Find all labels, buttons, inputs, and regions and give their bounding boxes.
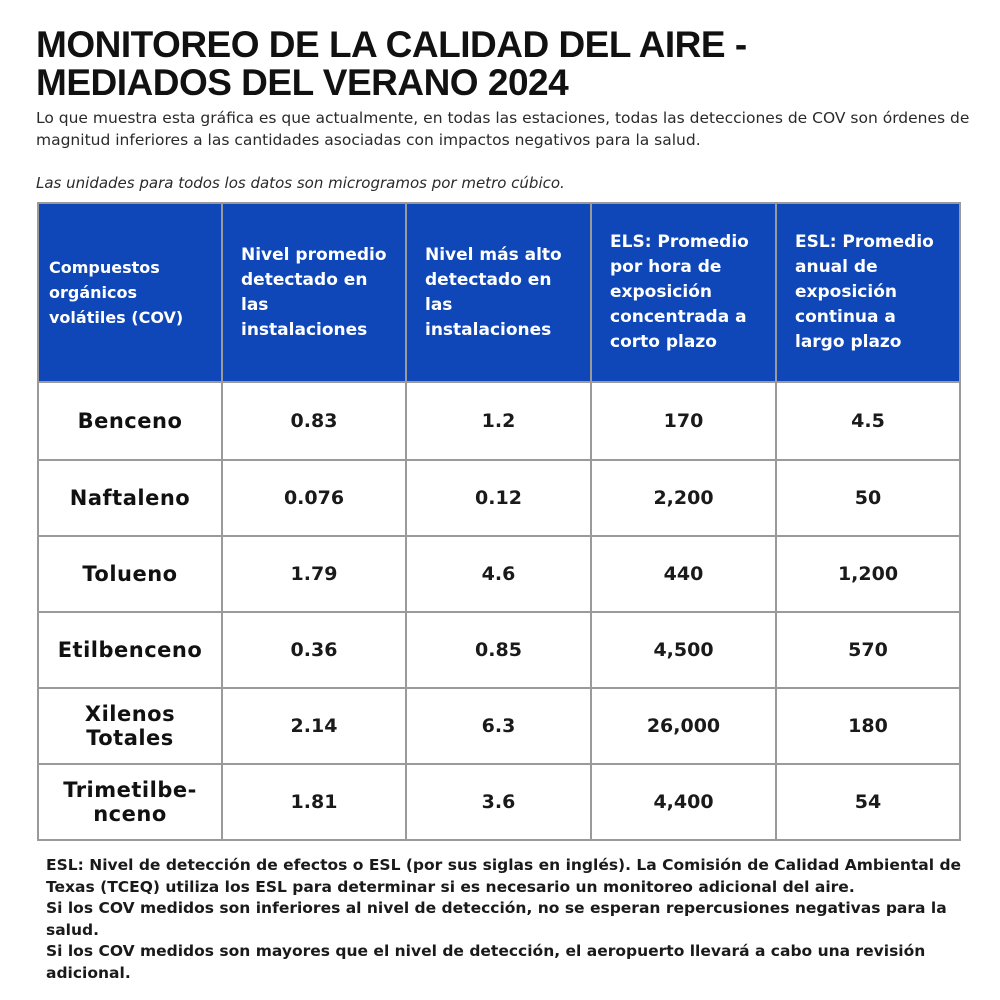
esl-cell: 180 bbox=[776, 688, 960, 764]
avg-level-cell: 0.83 bbox=[222, 382, 406, 460]
compound-name: Xilenos Totales bbox=[38, 688, 222, 764]
table-row bbox=[38, 536, 960, 612]
avg-level-cell: 1.79 bbox=[222, 536, 406, 612]
table-header-row bbox=[38, 203, 960, 382]
avg-level-cell: 1.81 bbox=[222, 764, 406, 840]
avg-level-cell: 0.36 bbox=[222, 612, 406, 688]
max-level-cell: 0.12 bbox=[406, 460, 591, 536]
header-avg-level: Nivel promedio detectado en las instalaciones bbox=[222, 203, 406, 382]
els-cell: 2,200 bbox=[591, 460, 776, 536]
els-cell: 170 bbox=[591, 382, 776, 460]
page-title bbox=[36, 26, 976, 102]
compound-name: Naftaleno bbox=[38, 460, 222, 536]
units-note: Las unidades para todos los datos son microgramos por metro cúbico. bbox=[36, 174, 565, 192]
table-row bbox=[38, 688, 960, 764]
table-row bbox=[38, 612, 960, 688]
els-cell: 440 bbox=[591, 536, 776, 612]
esl-cell: 1,200 bbox=[776, 536, 960, 612]
table-row bbox=[38, 382, 960, 460]
footnote-above-level: Si los COV medidos son mayores que el nivel de detección, el aeropuerto llevará a cabo una revisión adicional. bbox=[46, 942, 926, 982]
compound-name: Tolueno bbox=[38, 536, 222, 612]
page-title-line-1: MONITOREO DE LA CALIDAD DEL AIRE - bbox=[36, 24, 747, 65]
header-esl: ESL: Promedio anual de exposición continua a largo plazo bbox=[776, 203, 960, 382]
els-cell: 4,500 bbox=[591, 612, 776, 688]
compound-name: Trimetilbe-nceno bbox=[38, 764, 222, 840]
header-els: ELS: Promedio por hora de exposición concentrada a corto plazo bbox=[591, 203, 776, 382]
max-level-cell: 6.3 bbox=[406, 688, 591, 764]
esl-cell: 54 bbox=[776, 764, 960, 840]
compound-name: Benceno bbox=[38, 382, 222, 460]
page-title-line-2: MEDIADOS DEL VERANO 2024 bbox=[36, 62, 569, 103]
max-level-cell: 0.85 bbox=[406, 612, 591, 688]
max-level-cell: 3.6 bbox=[406, 764, 591, 840]
max-level-cell: 1.2 bbox=[406, 382, 591, 460]
subtitle: Lo que muestra esta gráfica es que actualmente, en todas las estaciones, todas las detecciones de COV son órdenes de magnitud inferiores a las cantidades asociadas con impactos negativos para la salud. bbox=[36, 109, 970, 149]
esl-cell: 50 bbox=[776, 460, 960, 536]
header-max-level: Nivel más alto detectado en las instalaciones bbox=[406, 203, 591, 382]
header-compound: Compuestos orgánicos volátiles (COV) bbox=[38, 203, 222, 382]
table-row bbox=[38, 764, 960, 840]
footnote-below-level: Si los COV medidos son inferiores al nivel de detección, no se esperan repercusiones negativas para la salud. bbox=[46, 899, 947, 939]
esl-cell: 4.5 bbox=[776, 382, 960, 460]
table-row bbox=[38, 460, 960, 536]
els-cell: 4,400 bbox=[591, 764, 776, 840]
avg-level-cell: 2.14 bbox=[222, 688, 406, 764]
max-level-cell: 4.6 bbox=[406, 536, 591, 612]
footnotes bbox=[46, 855, 966, 984]
compound-name: Etilbenceno bbox=[38, 612, 222, 688]
footnote-esl-definition: ESL: Nivel de detección de efectos o ESL (por sus siglas en inglés). La Comisión de Calidad Ambiental de Texas (TCEQ) utiliza los ESL para determinar si es necesario un monitoreo adicional del aire. bbox=[46, 856, 962, 896]
avg-level-cell: 0.076 bbox=[222, 460, 406, 536]
voc-table bbox=[37, 202, 961, 841]
els-cell: 26,000 bbox=[591, 688, 776, 764]
esl-cell: 570 bbox=[776, 612, 960, 688]
